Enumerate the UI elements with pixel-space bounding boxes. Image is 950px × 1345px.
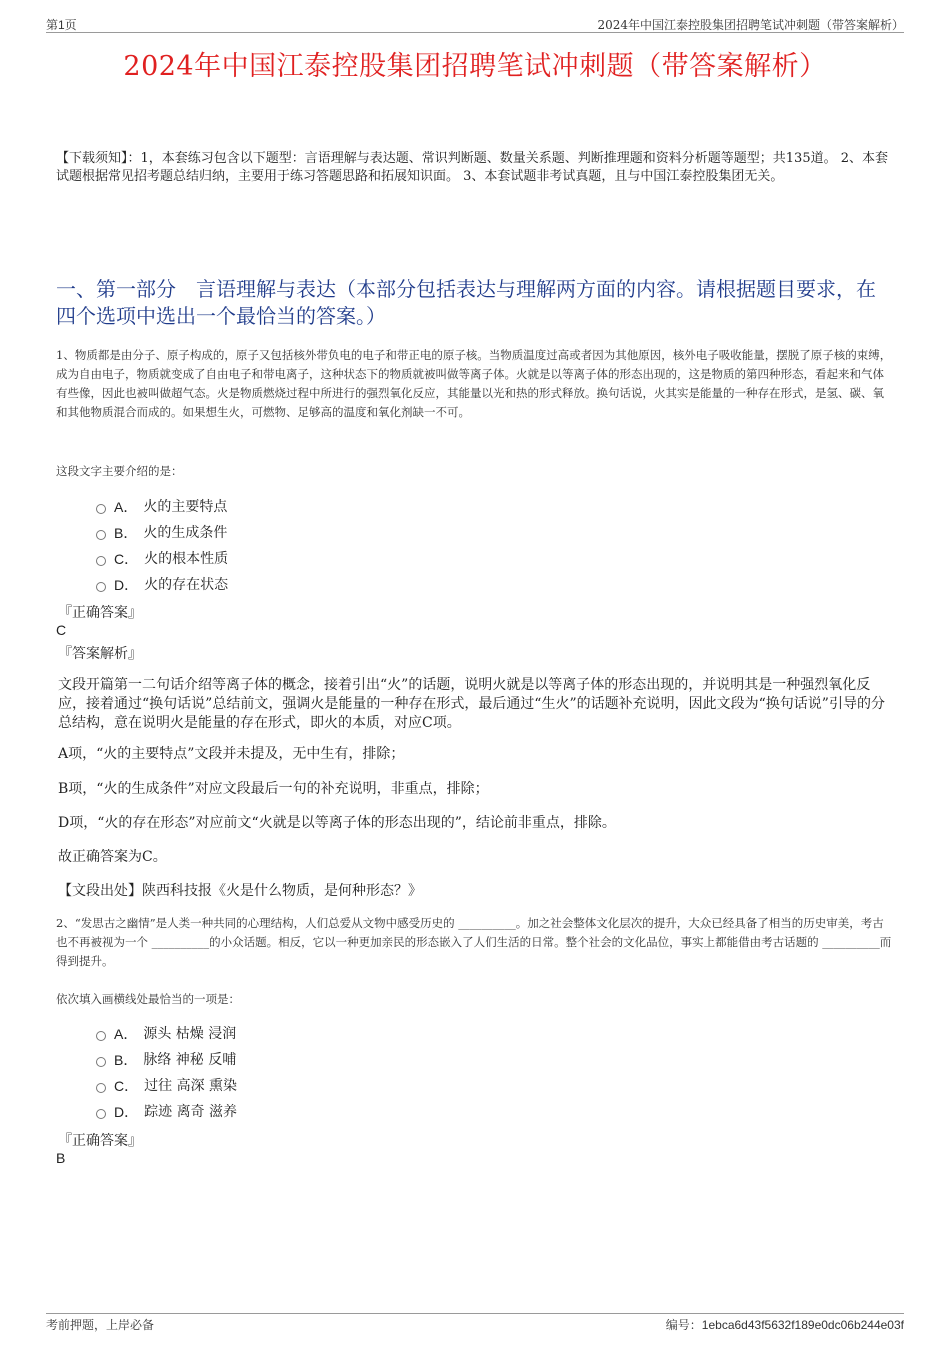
question-2-text: 2、“发思古之幽情”是人类一种共同的心理结构，人们总爱从文物中感受历史的 __________。加之社会整体文化层次的提升，大众已经具备了相当的历史审美，考古也不再被视为一个 __________的小众话题。相反，它以一种更加亲民的形态嵌入了人们生活的日常。整个社会的文化品位，事实上都能借由考古话题的 __________而得到提升。 xyxy=(56,916,892,968)
radio-icon[interactable] xyxy=(96,556,106,566)
question-1-text: 1、物质都是由分子、原子构成的，原子又包括核外带负电的电子和带正电的原子核。当物质温度过高或者因为其他原因，核外电子吸收能量，摆脱了原子核的束缚，成为自由电子，物质就变成了自由电子和带电离子，这种状态下的物质就被叫做等离子体。火就是以等离子体的形态出现的，这是物质的第四种形态，看起来和气体有些像，因此也被叫做超气态。火是物质燃烧过程中所进行的强烈氧化反应，其能量以光和热的形式释放。换句话说，火其实是能量的一种存在形式，是氢、碳、氧和其他物质混合而成的。如果想生火，可燃物、足够高的温度和氧化剂缺一不可。 xyxy=(56,348,892,419)
question-1-options xyxy=(96,494,228,598)
question-1-prompt: 这段文字主要介绍的是： xyxy=(56,464,183,478)
analysis-label: 『答案解析』 xyxy=(58,646,142,662)
radio-icon[interactable] xyxy=(96,530,106,540)
analysis-source: 【文段出处】陕西科技报《火是什么物质，是何种形态？》 xyxy=(58,883,422,899)
footer-code-label: 编号： xyxy=(665,1318,702,1332)
option-a[interactable]: A． 源头 枯燥 浸润 xyxy=(96,1021,237,1047)
page-number: 第1页 xyxy=(46,18,77,32)
option-b[interactable]: B． 脉络 神秘 反哺 xyxy=(96,1047,237,1073)
analysis-option-d: D项，“火的存在形态”对应前文“火就是以等离子体的形态出现的”，结论前非重点，排除。 xyxy=(58,815,616,831)
radio-icon[interactable] xyxy=(96,1109,106,1119)
analysis-paragraph: 文段开篇第一二句话介绍等离子体的概念，接着引出“火”的话题，说明火就是以等离子体的形态出现的，并说明其是一种强烈氧化反应，接着通过“换句话说”总结前文，强调火是能量的一种存在形式，最后通过“生火”的话题补充说明，因此文段为“换句话说”引导的分总结构，意在说明火是能量的存在形式，即火的本质，对应C项。 xyxy=(58,677,885,731)
radio-icon[interactable] xyxy=(96,1031,106,1041)
radio-icon[interactable] xyxy=(96,1057,106,1067)
footer-code-value: 1ebca6d43f5632f189e0dc06b244e03f xyxy=(701,1318,904,1332)
option-c[interactable]: C． 过往 高深 熏染 xyxy=(96,1073,237,1099)
analysis-option-b: B项，“火的生成条件”对应文段最后一句的补充说明，非重点，排除； xyxy=(58,781,489,797)
answer-label: 『正确答案』 xyxy=(58,1133,142,1149)
answer-value: C xyxy=(56,622,67,638)
analysis-option-a: A项，“火的主要特点”文段并未提及，无中生有，排除； xyxy=(58,746,405,762)
footer-code xyxy=(666,1316,904,1333)
radio-icon[interactable] xyxy=(96,1083,106,1093)
option-d[interactable]: D． 火的存在状态 xyxy=(96,572,228,598)
radio-icon[interactable] xyxy=(96,504,106,514)
page-title: 2024年中国江泰控股集团招聘笔试冲刺题（带答案解析） xyxy=(123,51,827,82)
radio-icon[interactable] xyxy=(96,582,106,592)
section-heading: 一、第一部分 言语理解与表达（本部分包括表达与理解两方面的内容。请根据题目要求，在四个选项中选出一个最恰当的答案。） xyxy=(56,277,876,328)
page-header xyxy=(46,14,904,33)
answer-label: 『正确答案』 xyxy=(58,605,142,621)
option-c[interactable]: C． 火的根本性质 xyxy=(96,546,228,572)
question-2-options xyxy=(96,1021,237,1125)
answer-value: B xyxy=(56,1150,66,1166)
option-a[interactable]: A． 火的主要特点 xyxy=(96,494,228,520)
header-doc-title: 2024年中国江泰控股集团招聘笔试冲刺题（带答案解析） xyxy=(597,18,904,32)
analysis-conclusion: 故正确答案为C。 xyxy=(58,849,167,865)
footer-slogan: 考前押题，上岸必备 xyxy=(46,1318,155,1332)
option-b[interactable]: B． 火的生成条件 xyxy=(96,520,228,546)
option-d[interactable]: D． 踪迹 离奇 滋养 xyxy=(96,1099,237,1125)
page-footer xyxy=(46,1313,904,1332)
question-2-prompt: 依次填入画横线处最恰当的一项是： xyxy=(56,992,240,1006)
download-notice: 【下载须知】：1，本套练习包含以下题型：言语理解与表达题、常识判断题、数量关系题、判断推理题和资料分析题等题型；共135道。 2、本套试题根据常见招考题总结归纳，主要用于练习答题思路和拓展知识面。 3、本套试题非考试真题，且与中国江泰控股集团无关。 xyxy=(56,151,888,184)
